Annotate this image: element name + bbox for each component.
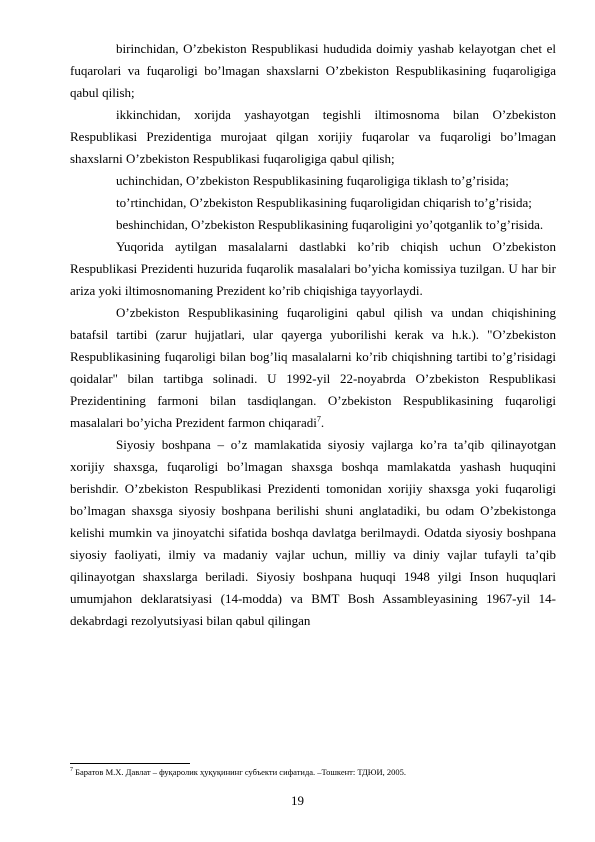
paragraph-8: Siyosiy boshpana – o’z mamlakatida siyosiy vajlarga ko’ra ta’qib qilinayotgan xorijiy shaxsga, fuqaroligi bo’lmagan shaxsga boshqa mamlakatda yashash huquqini berishdir. O’zbekiston Respublikasi Prezidenti tomonidan xorijiy shaxsga yoki fuqaroligi bo’lmagan shaxsga siyosiy boshpana berilishi shuni anglatadiki, bu odam O’zbekistonga kelishi mumkin va jinoyatchi sifatida boshqa davlatga berilmaydi. Odatda siyosiy boshpana siyosiy faoliyati, ilmiy va madaniy vajlar uchun, milliy va diniy vajlar tufayli ta’qib qilinayotgan shaxslarga beriladi. Siyosiy boshpana huquqi 1948 yilgi Inson huquqlari umumjahon deklaratsiyasi (14-modda) va BMT Bosh Assambleyasining 1967-yil 14-dekabrdagi rezolyutsiyasi bilan qabul qilingan	[70, 437, 556, 628]
footnote-marker: 7	[70, 767, 73, 774]
paragraph-7: O’zbekiston Respublikasining fuqaroligini qabul qilish va undan chiqishining batafsil tartibi (zarur hujjatlari, ular qayerga yuborilishi kerak va h.k.). "O’zbekiston Respublikasining fuqaroligi bilan bog’liq masalalarni ko’rib chiqishning tartibi to’g’risidagi qoidalar" bilan tartibga solinadi. U 1992-yil 22-noyabrda O’zbekiston Respublikasi Prezidentining farmoni bilan tasdiqlangan. O’zbekiston Respublikasining fuqaroligi masalalari bo’yicha Prezident farmon chiqaradi$^7$.	[70, 305, 556, 430]
footnote	[70, 767, 556, 778]
paragraph-7-text: O’zbekiston Respublikasining fuqaroligini qabul qilish va undan chiqishining batafsil tartibi (zarur hujjatlari, ular qayerga yuborilishi kerak va h.k.). "O’zbekiston Respublikasining fuqaroligi bilan bog’liq masalalarni ko’rib chiqishning tartibi to’g’risidagi qoidalar" bilan tartibga solinadi. U 1992-yil 22-noyabrda O’zbekiston Respublikasi Prezidentining farmoni bilan tasdiqlangan. O’zbekiston Respublikasining fuqaroligi masalalari bo’yicha Prezident farmon chiqaradi	[70, 305, 556, 430]
footnote-ref[interactable]: 7	[316, 414, 321, 424]
page-body	[70, 38, 556, 632]
paragraph-1: birinchidan, O’zbekiston Respublikasi hududida doimiy yashab kelayotgan chet el fuqarolari va fuqaroligi bo’lmagan shaxslarni O’zbekiston Respublikasining fuqaroligiga qabul qilish;	[70, 41, 556, 100]
paragraph-4: to’rtinchidan, O’zbekiston Respublikasining fuqaroligidan chiqarish to’g’risida;	[116, 195, 532, 210]
page-number: 19	[291, 793, 304, 808]
footnote-divider	[70, 763, 190, 764]
paragraph-5: beshinchidan, O’zbekiston Respublikasining fuqaroligini yo’qotganlik to’g’risida.	[116, 217, 544, 232]
paragraph-6: Yuqorida aytilgan masalalarni dastlabki ko’rib chiqish uchun O’zbekiston Respublikasi Prezidenti huzurida fuqarolik masalalari bo’yicha komissiya tuzilgan. U har bir ariza yoki iltimosnomaning Prezident ko’rib chiqishiga tayyorlaydi.	[70, 239, 556, 298]
paragraph-2: ikkinchidan, xorijda yashayotgan tegishli iltimosnoma bilan O’zbekiston Respublikasi Prezidentiga murojaat qilgan xorijiy fuqarolar va fuqaroligi bo’lmagan shaxslarni O’zbekiston Respublikasi fuqaroligiga qabul qilish;	[70, 107, 556, 166]
paragraph-3: uchinchidan, O’zbekiston Respublikasining fuqaroligiga tiklash to’g’risida;	[116, 173, 509, 188]
footnote-text: Баратов М.Х. Давлат – фуқаролик ҳуқуқининг субъекти сифатида. –Тошкент: ТДЮИ, 2005.	[75, 767, 407, 777]
